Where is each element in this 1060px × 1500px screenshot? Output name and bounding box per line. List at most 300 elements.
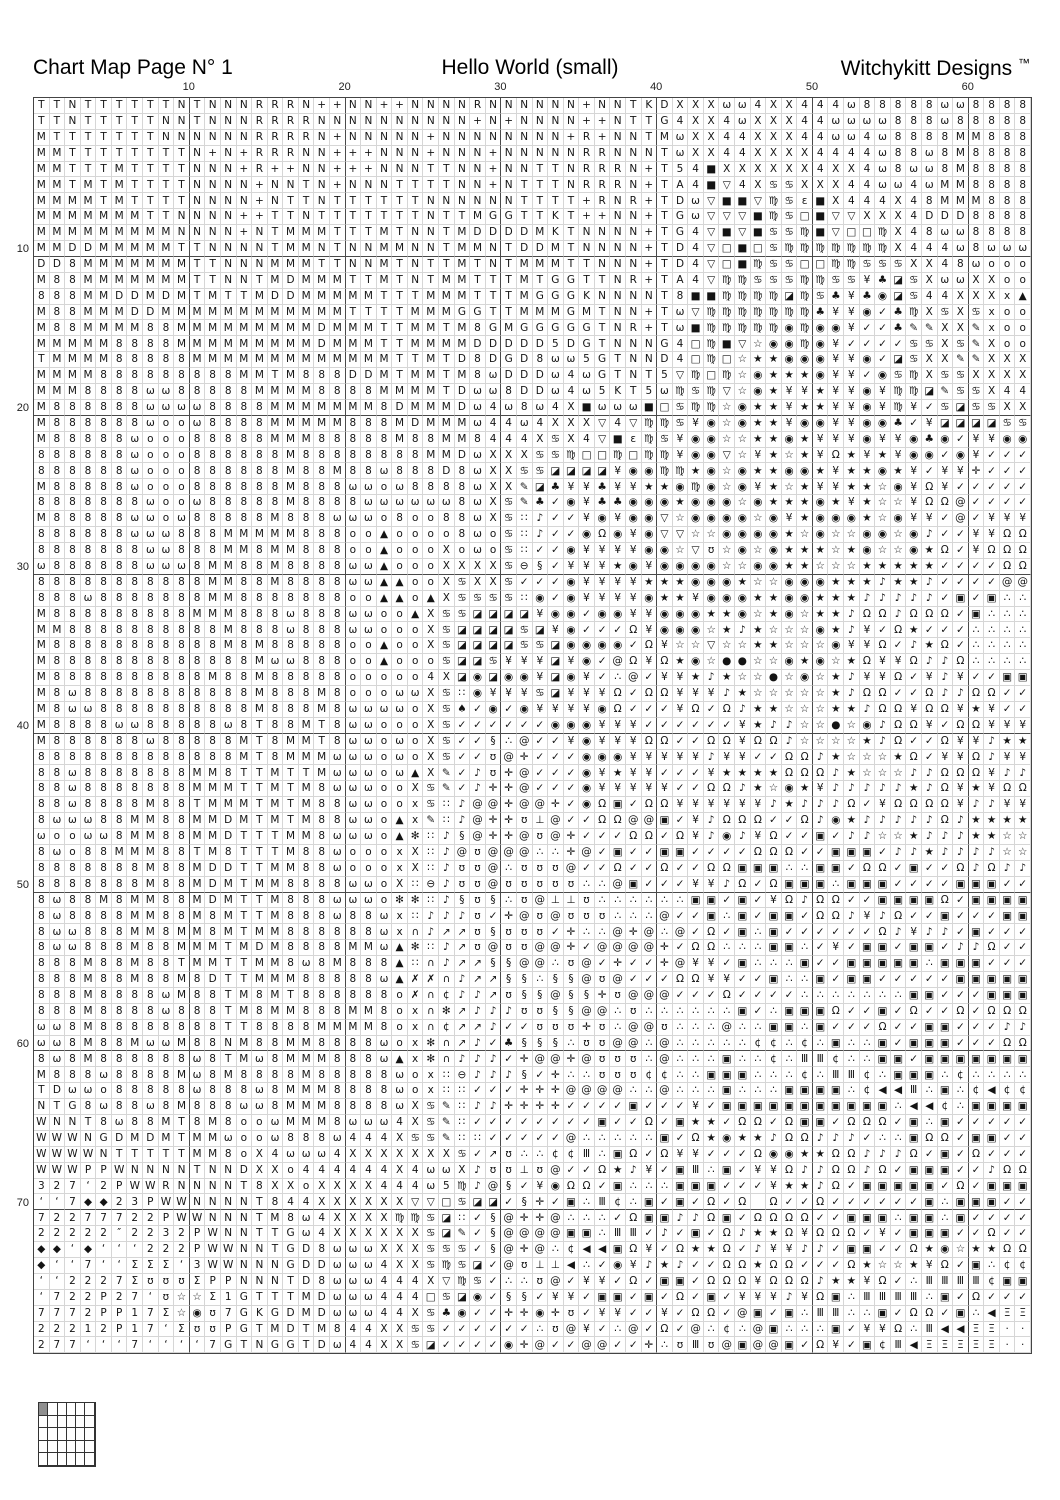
- chart-cell: M: [423, 448, 439, 464]
- chart-cell: 7: [112, 1274, 128, 1290]
- chart-cell: T: [81, 130, 97, 146]
- chart-cell: ●: [719, 654, 735, 670]
- chart-cell: 8: [283, 511, 299, 527]
- chart-cell: 2: [127, 1226, 143, 1242]
- chart-cell: 8: [299, 527, 315, 543]
- chart-cell: 8: [252, 416, 268, 432]
- chart-cell: X: [828, 177, 844, 193]
- chart-cell: 7: [127, 1290, 143, 1306]
- chart-cell: ♪: [953, 940, 969, 956]
- chart-cell: ▣: [969, 972, 985, 988]
- chart-cell: N: [143, 1163, 159, 1179]
- chart-cell: M: [299, 750, 315, 766]
- chart-cell: ♪: [813, 1242, 829, 1258]
- chart-cell: N: [361, 241, 377, 257]
- chart-cell: M: [237, 1051, 253, 1067]
- chart-cell: 8: [65, 432, 81, 448]
- chart-cell: ‘: [81, 1179, 97, 1195]
- chart-cell: ♪: [735, 1226, 751, 1242]
- chart-cell: M: [268, 924, 284, 940]
- chart-cell: M: [34, 670, 50, 686]
- chart-cell: ✓: [922, 877, 938, 893]
- chart-cell: X: [392, 1258, 408, 1274]
- chart-cell: 8: [112, 813, 128, 829]
- chart-cell: ✓: [657, 702, 673, 718]
- chart-cell: Ω: [704, 924, 720, 940]
- chart-cell: M: [96, 241, 112, 257]
- chart-cell: ω: [626, 400, 642, 416]
- chart-cell: M: [237, 368, 253, 384]
- chart-cell: ♪: [455, 813, 471, 829]
- chart-cell: ☆: [735, 432, 751, 448]
- chart-cell: ¥: [517, 686, 533, 702]
- chart-cell: ω: [330, 861, 346, 877]
- chart-cell: ✓: [533, 1290, 549, 1306]
- chart-cell: +: [237, 162, 253, 178]
- chart-cell: ♪: [486, 1067, 502, 1083]
- chart-cell: M: [268, 559, 284, 575]
- chart-cell: ʊ: [470, 861, 486, 877]
- chart-cell: Ω: [813, 1290, 829, 1306]
- chart-cell: 8: [174, 607, 190, 623]
- chart-cell: ▣: [782, 940, 798, 956]
- chart-cell: ▣: [875, 1099, 891, 1115]
- chart-cell: o: [346, 591, 362, 607]
- chart-cell: 8: [470, 320, 486, 336]
- chart-cell: ▣: [642, 1290, 658, 1306]
- chart-cell: T: [252, 1290, 268, 1306]
- chart-cell: ▣: [688, 893, 704, 909]
- chart-cell: ∴: [595, 1131, 611, 1147]
- chart-cell: ◉: [1015, 432, 1031, 448]
- chart-cell: 8: [159, 781, 175, 797]
- chart-cell: o: [377, 479, 393, 495]
- chart-cell: ♍: [408, 1210, 424, 1226]
- chart-cell: ▣: [860, 1179, 876, 1195]
- chart-cell: M: [283, 257, 299, 273]
- chart-cell: ★: [860, 1258, 876, 1274]
- chart-cell: M: [953, 146, 969, 162]
- chart-cell: ▣: [938, 1147, 954, 1163]
- chart-cell: ☆: [782, 670, 798, 686]
- chart-cell: ◆: [34, 1242, 50, 1258]
- chart-cell: ∴: [501, 1274, 517, 1290]
- chart-cell: 4: [564, 368, 580, 384]
- chart-cell: ♪: [828, 781, 844, 797]
- chart-cell: ♪: [906, 591, 922, 607]
- chart-cell: ¥: [579, 511, 595, 527]
- chart-cell: ✓: [891, 877, 907, 893]
- chart-cell: ◉: [751, 495, 767, 511]
- chart-cell: M: [81, 352, 97, 368]
- chart-cell: 8: [330, 670, 346, 686]
- chart-cell: ☆: [766, 654, 782, 670]
- chart-cell: ◪: [486, 622, 502, 638]
- chart-cell: M: [127, 257, 143, 273]
- chart-cell: 4: [844, 177, 860, 193]
- chart-cell: ♋: [688, 384, 704, 400]
- chart-cell: ♪: [626, 1163, 642, 1179]
- chart-cell: ✓: [517, 575, 533, 591]
- chart-cell: M: [96, 289, 112, 305]
- chart-cell: ✓: [984, 495, 1000, 511]
- chart-cell: 8: [408, 448, 424, 464]
- chart-cell: K: [252, 1306, 268, 1322]
- chart-cell: ♪: [1015, 1020, 1031, 1036]
- chart-cell: 2: [143, 1226, 159, 1242]
- chart-cell: 8: [330, 654, 346, 670]
- chart-cell: T: [252, 718, 268, 734]
- chart-cell: Ω: [938, 1258, 954, 1274]
- chart-cell: ★: [906, 575, 922, 591]
- chart-cell: ✓: [953, 543, 969, 559]
- chart-cell: □: [719, 352, 735, 368]
- chart-cell: §: [517, 988, 533, 1004]
- chart-cell: X: [392, 1194, 408, 1210]
- chart-cell: 8: [81, 622, 97, 638]
- chart-cell: 8: [330, 575, 346, 591]
- chart-cell: ▣: [828, 1036, 844, 1052]
- chart-cell: X: [517, 448, 533, 464]
- chart-cell: 8: [143, 750, 159, 766]
- chart-cell: G: [268, 1306, 284, 1322]
- chart-cell: 8: [969, 146, 985, 162]
- chart-cell: 8: [330, 607, 346, 623]
- pattern-title: Hello World (small): [441, 56, 619, 79]
- chart-cell: N: [268, 177, 284, 193]
- chart-cell: ★: [751, 718, 767, 734]
- chart-cell: ♍: [844, 241, 860, 257]
- chart-cell: 8: [922, 130, 938, 146]
- chart-cell: 8: [237, 654, 253, 670]
- chart-cell: M: [423, 289, 439, 305]
- chart-cell: ∴: [735, 1036, 751, 1052]
- chart-cell: ☆: [1000, 845, 1016, 861]
- chart-cell: ✓: [875, 845, 891, 861]
- chart-cell: D: [205, 893, 221, 909]
- chart-cell: ♪: [797, 797, 813, 813]
- chart-cell: ω: [361, 479, 377, 495]
- chart-cell: ▣: [984, 1131, 1000, 1147]
- chart-cell: ★: [891, 750, 907, 766]
- chart-cell: Ω: [657, 1322, 673, 1338]
- chart-cell: ω: [470, 495, 486, 511]
- chart-cell: ◉: [688, 654, 704, 670]
- chart-cell: 8: [96, 972, 112, 988]
- chart-cell: ♪: [891, 924, 907, 940]
- chart-cell: ▣: [1015, 1051, 1031, 1067]
- chart-cell: ∴: [610, 670, 626, 686]
- chart-cell: ✓: [470, 1226, 486, 1242]
- chart-cell: 8: [221, 1115, 237, 1131]
- chart-cell: ★: [751, 702, 767, 718]
- chart-cell: ▣: [906, 1163, 922, 1179]
- chart-cell: ▣: [984, 988, 1000, 1004]
- chart-cell: X: [408, 845, 424, 861]
- chart-cell: D: [81, 241, 97, 257]
- chart-cell: N: [174, 225, 190, 241]
- chart-cell: X: [408, 861, 424, 877]
- chart-cell: T: [96, 177, 112, 193]
- chart-cell: D: [470, 336, 486, 352]
- chart-cell: Ⅲ: [891, 1290, 907, 1306]
- chart-cell: ¢: [548, 1147, 564, 1163]
- chart-cell: Ω: [704, 781, 720, 797]
- chart-cell: Ω: [610, 813, 626, 829]
- chart-cell: 8: [143, 1115, 159, 1131]
- chart-cell: ω: [595, 400, 611, 416]
- chart-cell: ω: [299, 1210, 315, 1226]
- chart-cell: ▣: [969, 1131, 985, 1147]
- chart-cell: ¥: [875, 654, 891, 670]
- chart-cell: ∴: [673, 1067, 689, 1083]
- chart-cell: ♍: [906, 368, 922, 384]
- chart-cell: ▣: [673, 1163, 689, 1179]
- chart-cell: 2: [34, 1226, 50, 1242]
- chart-cell: 8: [361, 1099, 377, 1115]
- chart-cell: ◉: [797, 670, 813, 686]
- chart-cell: ★: [704, 1115, 720, 1131]
- chart-cell: ✓: [626, 686, 642, 702]
- chart-cell: 1: [127, 1306, 143, 1322]
- chart-cell: ¥: [673, 702, 689, 718]
- chart-cell: ✛: [517, 1242, 533, 1258]
- chart-cell: M: [143, 241, 159, 257]
- chart-cell: 8: [252, 607, 268, 623]
- chart-cell: ✓: [579, 607, 595, 623]
- chart-cell: ☆: [797, 527, 813, 543]
- chart-cell: 8: [283, 686, 299, 702]
- chart-cell: ◉: [735, 591, 751, 607]
- chart-cell: ♍: [797, 305, 813, 321]
- chart-cell: ★: [657, 1258, 673, 1274]
- chart-cell: T: [299, 765, 315, 781]
- chart-cell: ∴: [828, 877, 844, 893]
- chart-cell: @: [486, 877, 502, 893]
- chart-cell: ✓: [579, 861, 595, 877]
- chart-cell: ◪: [595, 463, 611, 479]
- chart-cell: @: [579, 1004, 595, 1020]
- chart-cell: ✓: [548, 1115, 564, 1131]
- chart-cell: ✓: [704, 1099, 720, 1115]
- chart-cell: ♍: [642, 416, 658, 432]
- chart-cell: ω: [361, 781, 377, 797]
- chart-cell: 8: [96, 1004, 112, 1020]
- chart-cell: M: [237, 305, 253, 321]
- chart-cell: 8: [81, 908, 97, 924]
- chart-cell: x: [392, 908, 408, 924]
- chart-cell: ☆: [190, 1290, 206, 1306]
- chart-cell: ω: [346, 1290, 362, 1306]
- chart-cell: ✓: [564, 781, 580, 797]
- chart-cell: ◉: [782, 352, 798, 368]
- chart-cell: ♣: [548, 479, 564, 495]
- chart-cell: ¥: [813, 781, 829, 797]
- chart-cell: X: [361, 1147, 377, 1163]
- chart-cell: ∴: [673, 1004, 689, 1020]
- chart-cell: ♪: [984, 1163, 1000, 1179]
- chart-cell: ω: [143, 527, 159, 543]
- chart-cell: ▣: [657, 1274, 673, 1290]
- chart-cell: ✻: [392, 893, 408, 909]
- chart-cell: ¥: [579, 686, 595, 702]
- chart-cell: ★: [891, 559, 907, 575]
- chart-cell: +: [330, 130, 346, 146]
- chart-cell: 8: [50, 956, 66, 972]
- chart-cell: ∴: [938, 1210, 954, 1226]
- chart-cell: T: [408, 193, 424, 209]
- chart-cell: M: [330, 1020, 346, 1036]
- chart-cell: N: [252, 241, 268, 257]
- chart-cell: 8: [922, 193, 938, 209]
- chart-cell: ∴: [626, 908, 642, 924]
- chart-cell: ♋: [969, 305, 985, 321]
- chart-cell: ✓: [470, 702, 486, 718]
- chart-cell: ✓: [797, 829, 813, 845]
- chart-cell: 8: [127, 336, 143, 352]
- chart-cell: 8: [159, 638, 175, 654]
- chart-cell: M: [268, 305, 284, 321]
- chart-cell: Ω: [922, 1306, 938, 1322]
- chart-cell: ¥: [844, 495, 860, 511]
- chart-cell: x: [392, 861, 408, 877]
- column-number: 10: [182, 81, 195, 93]
- chart-cell: X: [797, 162, 813, 178]
- chart-cell: ∴: [735, 1051, 751, 1067]
- chart-cell: N: [626, 257, 642, 273]
- chart-cell: ¥: [595, 718, 611, 734]
- chart-cell: ▣: [969, 1258, 985, 1274]
- chart-cell: ★: [610, 559, 626, 575]
- chart-cell: ▣: [875, 1179, 891, 1195]
- chart-cell: D: [314, 1306, 330, 1322]
- chart-cell: 8: [346, 384, 362, 400]
- chart-cell: N: [221, 273, 237, 289]
- chart-cell: ◉: [751, 384, 767, 400]
- chart-cell: ʊ: [564, 1020, 580, 1036]
- chart-cell: 8: [283, 1067, 299, 1083]
- chart-cell: ♪: [813, 1274, 829, 1290]
- chart-cell: N: [423, 193, 439, 209]
- chart-cell: 8: [938, 130, 954, 146]
- chart-cell: ▣: [1000, 908, 1016, 924]
- chart-cell: 8: [673, 289, 689, 305]
- chart-cell: ∴: [969, 1306, 985, 1322]
- chart-cell: §: [486, 734, 502, 750]
- chart-cell: N: [81, 1131, 97, 1147]
- chart-cell: Ω: [704, 734, 720, 750]
- chart-cell: G: [237, 1322, 253, 1338]
- chart-cell: ✓: [969, 1210, 985, 1226]
- chart-cell: ◉: [595, 702, 611, 718]
- chart-cell: R: [252, 130, 268, 146]
- chart-cell: N: [610, 241, 626, 257]
- chart-cell: □: [844, 225, 860, 241]
- chart-cell: 8: [50, 765, 66, 781]
- chart-cell: P: [159, 1210, 175, 1226]
- chart-cell: 4: [330, 1163, 346, 1179]
- chart-cell: 8: [330, 1051, 346, 1067]
- chart-cell: ¥: [1000, 511, 1016, 527]
- chart-cell: ¥: [642, 1242, 658, 1258]
- chart-cell: ✓: [579, 829, 595, 845]
- chart-cell: 4: [610, 416, 626, 432]
- chart-cell: T: [81, 1115, 97, 1131]
- chart-cell: T: [127, 98, 143, 114]
- chart-cell: ε: [797, 193, 813, 209]
- chart-cell: 8: [252, 400, 268, 416]
- chart-cell: o: [159, 479, 175, 495]
- chart-cell: ✓: [984, 1115, 1000, 1131]
- chart-cell: ▣: [704, 1067, 720, 1083]
- chart-cell: N: [626, 368, 642, 384]
- chart-cell: T: [143, 1147, 159, 1163]
- chart-cell: X: [470, 559, 486, 575]
- chart-cell: Ω: [922, 797, 938, 813]
- chart-cell: ✓: [455, 750, 471, 766]
- chart-cell: N: [361, 177, 377, 193]
- chart-cell: ω: [938, 114, 954, 130]
- chart-cell: X: [984, 352, 1000, 368]
- chart-cell: @: [486, 797, 502, 813]
- chart-cell: M: [174, 257, 190, 273]
- chart-cell: ¥: [610, 781, 626, 797]
- chart-cell: ↗: [439, 924, 455, 940]
- chart-cell: D: [283, 1322, 299, 1338]
- chart-cell: M: [299, 400, 315, 416]
- chart-cell: X: [423, 734, 439, 750]
- chart-cell: ▽: [704, 273, 720, 289]
- chart-cell: ∴: [969, 1067, 985, 1083]
- chart-cell: 8: [34, 940, 50, 956]
- chart-cell: ★: [719, 765, 735, 781]
- chart-cell: 8: [112, 734, 128, 750]
- chart-cell: ♍: [719, 289, 735, 305]
- chart-cell: ☆: [1015, 829, 1031, 845]
- chart-cell: o: [159, 463, 175, 479]
- chart-cell: ¥: [828, 432, 844, 448]
- chart-cell: ✛: [501, 908, 517, 924]
- chart-cell: ▣: [782, 908, 798, 924]
- chart-cell: N: [205, 241, 221, 257]
- chart-cell: ♪: [891, 813, 907, 829]
- chart-cell: ♪: [844, 908, 860, 924]
- chart-cell: ◉: [797, 591, 813, 607]
- chart-cell: ✓: [657, 718, 673, 734]
- chart-cell: ♣: [501, 1036, 517, 1052]
- chart-cell: T: [237, 1020, 253, 1036]
- chart-cell: M: [299, 1051, 315, 1067]
- chart-cell: ∴: [657, 1179, 673, 1195]
- chart-cell: ◉: [906, 432, 922, 448]
- chart-cell: N: [174, 209, 190, 225]
- chart-cell: 5: [439, 1179, 455, 1195]
- chart-cell: X: [564, 416, 580, 432]
- chart-cell: ✎: [969, 352, 985, 368]
- chart-cell: M: [283, 829, 299, 845]
- chart-cell: ¥: [844, 352, 860, 368]
- chart-cell: ✻: [439, 1004, 455, 1020]
- chart-cell: ∴: [1000, 591, 1016, 607]
- chart-cell: M: [439, 273, 455, 289]
- chart-cell: ▣: [953, 956, 969, 972]
- chart-cell: M: [221, 336, 237, 352]
- chart-cell: ♪: [875, 718, 891, 734]
- chart-cell: M: [252, 972, 268, 988]
- chart-cell: N: [252, 1258, 268, 1274]
- chart-cell: X: [719, 162, 735, 178]
- chart-cell: ¥: [642, 654, 658, 670]
